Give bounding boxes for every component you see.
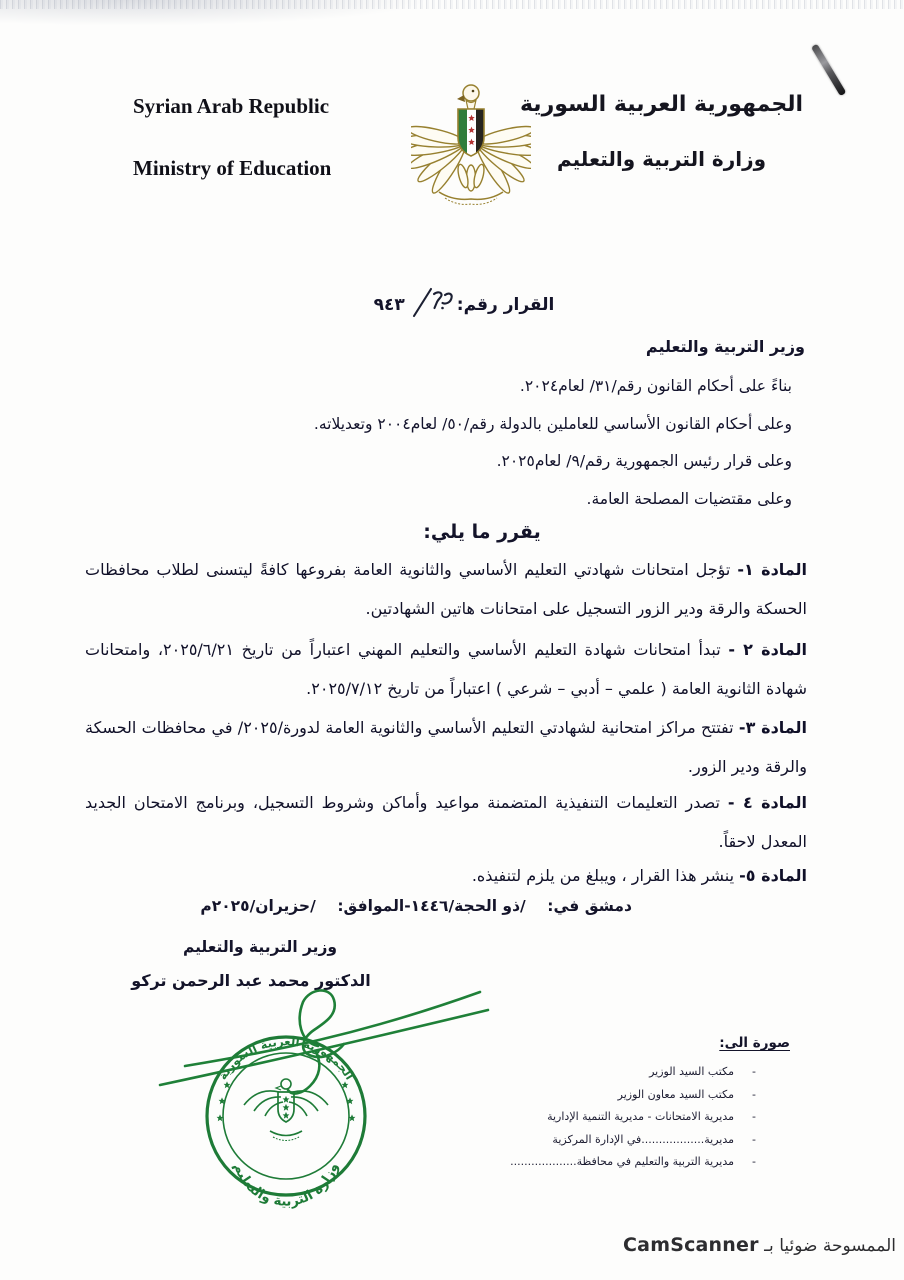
preamble-line: وعلى أحكام القانون الأساسي للعاملين بالدولة رقم/٥٠/ لعام٢٠٠٤ وتعديلاته.: [313, 414, 792, 433]
dash-bullet: -: [752, 1087, 756, 1101]
article-text: تصدر التعليمات التنفيذية المتضمنة مواعيد وأماكن وشروط التسجيل، وبرنامج الامتحان الجديد المعدل لاحقاً.: [85, 793, 807, 851]
stamp-top-arc-text: الجمهورية العربية السورية: [215, 1034, 357, 1083]
article-label: المادة ٣-: [738, 718, 808, 737]
dash-bullet: -: [752, 1065, 756, 1078]
ministry-name-en: Ministry of Education: [133, 156, 332, 180]
camscanner-logo-text: CamScanner: [623, 1234, 759, 1256]
list-item: - مكتب السيد الوزير: [510, 1061, 790, 1084]
issue-date-line: دمشق في: /ذو الحجة/١٤٤٦-الموافق: /حزيران/٢٠٢٥م: [200, 897, 632, 915]
pen-scan-artifact: [811, 44, 846, 96]
copy-to-heading: صورة الى:: [719, 1035, 790, 1051]
handwritten-number: [408, 286, 454, 323]
list-item: - مديرية الامتحانات - مديرية التنمية الإدارية: [510, 1106, 790, 1129]
article-text: ينشر هذا القرار ، ويبلغ من يلزم لتنفيذه.: [471, 866, 735, 885]
decree-number-printed: ٩٤٣: [373, 294, 405, 315]
dash-bullet: -: [752, 1132, 756, 1146]
article-text: تؤجل امتحانات شهادتي التعليم الأساسي والثانوية العامة بفروعها كافةً ليتسنى لطلاب محافظات الحسكة والرقة ودير الزور التسجيل على امتحانات هاتين الشهادتين.: [85, 560, 807, 618]
signature-title: وزير التربية والتعليم: [182, 938, 338, 956]
article-3: [85, 709, 807, 786]
article-text: تبدأ امتحانات شهادة التعليم الأساسي والتعليم المهني اعتباراً من تاريخ ٢٠٢٥/٦/٢١، وامتحانات شهادة الثانوية العامة ( علمي – أدبي – شرعي ) اعتباراً من تاريخ ٢٠٢٥/٧/١٢.: [85, 640, 807, 698]
preamble-line: بناءً على أحكام القانون رقم/٣١/ لعام٢٠٢٤.: [519, 377, 792, 395]
preamble-line: وعلى قرار رئيس الجمهورية رقم/٩/ لعام٢٠٢٥.: [496, 452, 792, 470]
official-stamp-and-signature: [130, 980, 522, 1232]
article-label: المادة ٤ -: [727, 793, 807, 812]
article-label: المادة ١-: [737, 560, 808, 579]
preamble-line: وعلى مقتضيات المصلحة العامة.: [586, 489, 792, 508]
article-1: [85, 551, 807, 628]
dash-bullet: -: [752, 1110, 756, 1123]
stamp-bottom-arc-text: وزارة التربية والتعليم: [230, 1161, 342, 1210]
preamble: [314, 368, 792, 518]
list-item: - مديرية..................في الإدارة المركزية: [510, 1129, 790, 1152]
header-arabic: [519, 92, 804, 171]
article-text: تفتتح مراكز امتحانية لشهادتي التعليم الأساسي والثانوية العامة لدورة/٢٠٢٥/ في محافظات الحسكة والرقة ودير الزور.: [85, 718, 807, 776]
ministry-name-ar: وزارة التربية والتعليم: [556, 147, 767, 171]
decree-number-label: القرار رقم:: [456, 294, 555, 315]
signature-name: الدكتور محمد عبد الرحمن تركو: [131, 971, 371, 990]
minister-signature: [160, 990, 488, 1093]
article-label: المادة ٥-: [739, 866, 807, 885]
article-2: [85, 631, 807, 708]
camscanner-watermark: [623, 1234, 896, 1256]
copy-to-list: [510, 1035, 790, 1174]
resolves-heading: يقرر ما يلي:: [423, 521, 541, 543]
list-item: - مديرية التربية والتعليم في محافظة...................: [510, 1151, 790, 1174]
article-5: [85, 857, 807, 896]
svg-text:وزارة التربية والتعليم: [230, 1161, 341, 1210]
watermark-arabic: الممسوحة ضوئيا بـ: [764, 1236, 896, 1256]
article-label: المادة ٢ -: [728, 640, 807, 659]
country-name-en: Syrian Arab Republic: [133, 94, 330, 118]
header-english: [133, 94, 403, 181]
dash-bullet: -: [752, 1155, 756, 1168]
list-item: - مكتب السيد معاون الوزير: [510, 1084, 790, 1107]
syrian-eagle-emblem-icon: [411, 78, 531, 220]
article-4: [85, 784, 807, 861]
country-name-ar: الجمهورية العربية السورية: [519, 92, 804, 117]
decree-number-line: [12, 286, 904, 323]
issuing-authority: وزير التربية والتعليم: [645, 337, 805, 356]
scan-smudge: [0, 0, 430, 26]
